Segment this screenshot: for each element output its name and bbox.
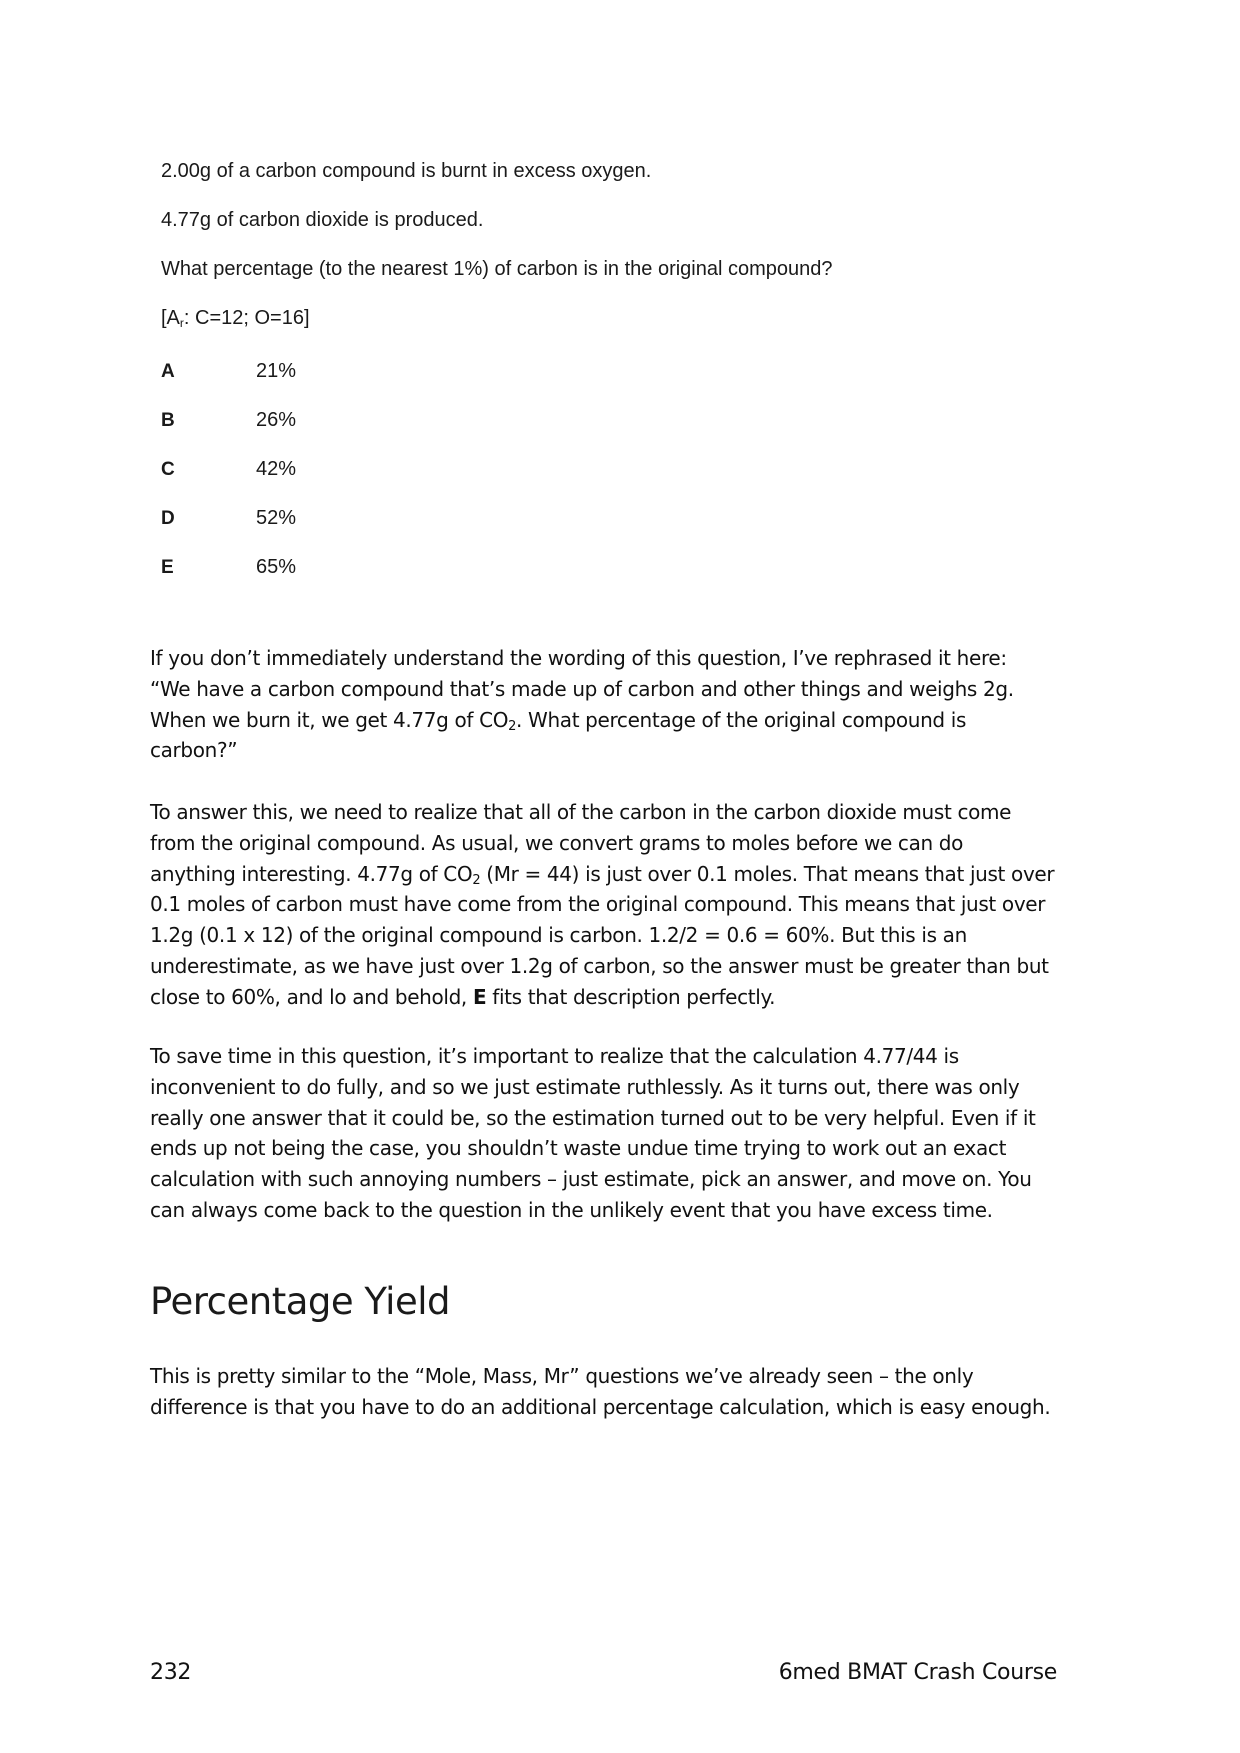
option-e-value: 65% [256,556,297,578]
relative-atomic-mass-line [161,307,310,330]
option-a-letter: A [161,361,175,382]
text-line: difference is that you have to do an additional percentage calculation, which is easy enough. [150,1394,1051,1419]
text-segment: close to 60%, and lo and behold, [150,984,473,1009]
percentage-yield-paragraph [150,1361,1110,1423]
ar-values: : C=12; O=16] [183,307,310,329]
option-b-value: 26% [256,409,297,431]
text-segment: anything interesting. 4.77g of CO [150,861,473,886]
ar-subscript: r [179,316,184,330]
answer-letter: E [472,984,487,1009]
time-saving-paragraph [150,1041,1110,1226]
book-title: 6med BMAT Crash Course [778,1660,1057,1685]
text-line: To save time in this question, it’s important to realize that the calculation 4.77/44 is [150,1044,959,1068]
rephrase-paragraph [150,643,1110,766]
page-number: 232 [150,1660,192,1685]
text-line: carbon?” [150,738,238,763]
explanation-paragraph [150,797,1110,1013]
text-line: “We have a carbon compound that’s made up of carbon and other things and weighs 2g. [150,676,1014,701]
text-line: from the original compound. As usual, we convert grams to moles before we can do [150,830,964,855]
text-line: This is pretty similar to the “Mole, Mass, Mr” questions we’ve already seen – the only [150,1364,974,1388]
section-heading: Percentage Yield [150,1280,450,1323]
text-line: really one answer that it could be, so the estimation turned out to be very helpful. Even if it [150,1105,1036,1130]
text-line [150,982,1110,1013]
option-b-letter: B [161,410,175,431]
text-segment: . What percentage of the original compound is [516,707,967,732]
option-c-letter: C [161,459,175,480]
text-line: ends up not being the case, you shouldn’t waste undue time trying to work out an exact [150,1136,1007,1161]
text-segment: (Mr = 44) is just over 0.1 moles. That means that just over [480,861,1055,886]
text-line: inconvenient to do fully, and so we just estimate ruthlessly. As it turns out, there was only [150,1074,1020,1099]
subscript: 2 [508,718,517,734]
ar-prefix: [A [161,307,180,329]
text-line: To answer this, we need to realize that all of the carbon in the carbon dioxide must come [150,800,1012,824]
option-a-value: 21% [256,360,297,382]
text-line: 0.1 moles of carbon must have come from the original compound. This means that just over [150,892,1046,917]
text-line: 1.2g (0.1 x 12) of the original compound is carbon. 1.2/2 = 0.6 = 60%. But this is an [150,923,967,948]
question-line-3: What percentage (to the nearest 1%) of carbon is in the original compound? [161,258,833,280]
text-line: If you don’t immediately understand the wording of this question, I’ve rephrased it here: [150,646,1007,670]
question-line-1: 2.00g of a carbon compound is burnt in excess oxygen. [161,160,652,182]
option-e-letter: E [161,557,174,578]
text-line: can always come back to the question in the unlikely event that you have excess time. [150,1197,993,1222]
text-line: calculation with such annoying numbers – just estimate, pick an answer, and move on. You [150,1167,1032,1192]
text-line [150,705,1110,736]
question-line-2: 4.77g of carbon dioxide is produced. [161,209,484,231]
text-line [150,859,1110,890]
subscript: 2 [472,872,481,888]
option-c-value: 42% [256,458,297,480]
option-d-value: 52% [256,507,297,529]
text-line: underestimate, as we have just over 1.2g of carbon, so the answer must be greater than but [150,953,1049,978]
option-d-letter: D [161,508,175,529]
text-segment: fits that description perfectly. [486,984,776,1009]
text-segment: When we burn it, we get 4.77g of CO [150,707,509,732]
